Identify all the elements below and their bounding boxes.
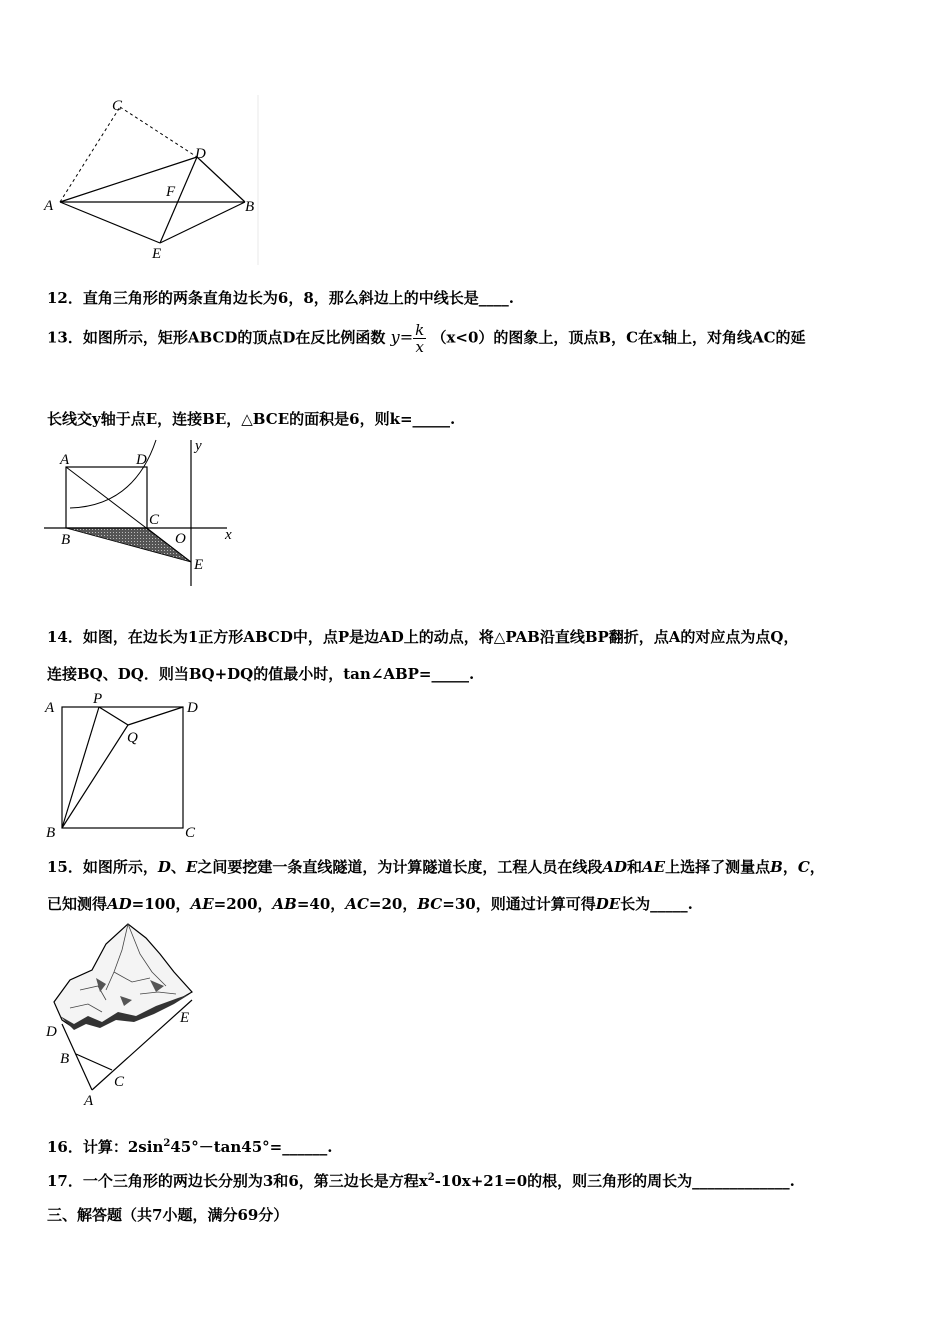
q15-l1i: 上选择了测量点 — [665, 858, 771, 876]
segment-qd — [128, 707, 183, 725]
q16-superscript: 2 — [163, 1138, 171, 1149]
q17-superscript: 2 — [427, 1172, 435, 1183]
label-f: F — [166, 184, 176, 200]
label-d: D — [46, 1024, 57, 1040]
figure-q13-rectangle — [44, 436, 244, 596]
mountain-outline — [54, 924, 192, 1028]
q13-fraction-denominator: x — [415, 338, 424, 356]
q15-l1f: AD — [602, 858, 628, 876]
label-c: C — [185, 825, 196, 841]
label-d: D — [136, 452, 147, 468]
q15-l2g: =40， — [296, 895, 346, 913]
q13-fraction-numerator: k — [415, 321, 425, 339]
triangle-bce-shaded — [66, 528, 191, 562]
label-d: D — [195, 146, 206, 162]
label-e: E — [194, 557, 204, 573]
q15-l1h: AE — [642, 858, 666, 876]
label-a: A — [45, 700, 55, 716]
question-14-line2: 连接BQ、DQ．则当BQ+DQ的值最小时，tan∠ABP=_____. — [47, 665, 475, 683]
label-e: E — [180, 1010, 190, 1026]
q13-function-equals: = — [399, 327, 414, 347]
question-13-line2: 长线交y轴于点E，连接BE，△BCE的面积是6，则k=_____. — [47, 410, 456, 428]
label-c: C — [149, 512, 160, 528]
q15-l2j: BC — [417, 895, 443, 913]
question-16 — [47, 1136, 332, 1157]
q13-text-part2: （x<0）的图象上，顶点B，C在x轴上，对角线AC的延 — [431, 328, 806, 347]
question-14-line1: 14．如图，在边长为1正方形ABCD中，点P是边AD上的动点，将△PAB沿直线BP翻折，点A的对应点为点Q， — [47, 628, 799, 646]
q15-l1j: B — [770, 858, 783, 876]
segment-ad — [60, 157, 197, 202]
q15-l2e: =200， — [213, 895, 273, 913]
segment-cd-dashed — [120, 107, 197, 157]
label-d: D — [187, 700, 198, 716]
segment-ed — [160, 157, 197, 243]
q13-text-part1: 13．如图所示，矩形ABCD的顶点D在反比例函数 — [47, 328, 386, 347]
label-x: x — [225, 527, 232, 543]
question-15-line2 — [47, 893, 693, 914]
q15-l1a: 15．如图所示， — [47, 858, 158, 876]
hyperbola-curve — [70, 440, 156, 508]
figure-q11-quadrilateral — [40, 95, 270, 265]
q13-function-y: y — [390, 327, 400, 347]
question-12: 12．直角三角形的两条直角边长为6，8，那么斜边上的中线长是____. — [47, 289, 514, 307]
label-o: O — [175, 531, 186, 547]
q16-text-b: 45°－tan45°=______. — [170, 1138, 333, 1156]
q15-l2a: 已知测得 — [47, 895, 108, 913]
q15-l1m: ， — [809, 858, 825, 876]
q16-text-a: 16．计算：2sin — [47, 1138, 164, 1156]
label-b: B — [245, 199, 255, 215]
q15-l2c: =100， — [131, 895, 191, 913]
question-17 — [47, 1170, 795, 1191]
label-y: y — [195, 438, 202, 454]
q15-l1d: E — [185, 858, 198, 876]
q15-l2l: DE — [595, 895, 621, 913]
q15-l1k: ， — [782, 858, 798, 876]
q15-l2k: =30，则通过计算可得 — [442, 895, 596, 913]
segment-ac-dashed — [60, 107, 120, 202]
figure-q14-square — [42, 690, 212, 842]
section-3-heading: 三、解答题（共7小题，满分69分） — [47, 1206, 289, 1224]
question-15-line1 — [47, 856, 825, 877]
diagonal-ac-extended — [66, 467, 191, 562]
label-p: P — [93, 691, 103, 707]
label-q: Q — [127, 730, 138, 746]
q17-text-b: -10x+21=0的根，则三角形的周长为_____________. — [434, 1172, 795, 1190]
q13-fraction — [413, 322, 426, 355]
q15-l1c: 、 — [170, 858, 186, 876]
segment-ae — [60, 202, 160, 243]
figure-q15-mountain — [40, 920, 210, 1110]
q15-l2h: AC — [345, 895, 369, 913]
q15-l2m: 长为_____. — [620, 895, 693, 913]
q15-l1l: C — [797, 858, 810, 876]
label-c: C — [112, 98, 123, 114]
segment-eb — [160, 202, 245, 243]
segment-db — [197, 157, 245, 202]
label-c: C — [114, 1074, 125, 1090]
label-b: B — [60, 1051, 70, 1067]
q15-l2b: AD — [107, 895, 132, 913]
q15-l2d: AE — [190, 895, 214, 913]
label-e: E — [152, 246, 162, 262]
label-b: B — [61, 532, 71, 548]
segment-bp — [62, 707, 99, 828]
label-b: B — [46, 825, 56, 841]
q17-text-a: 17．一个三角形的两边长分别为3和6，第三边长是方程x — [47, 1172, 428, 1190]
label-a: A — [60, 452, 70, 468]
segment-bq — [62, 725, 128, 828]
question-13-line1 — [47, 322, 806, 355]
label-a: A — [84, 1093, 94, 1109]
segment-pq — [99, 707, 128, 725]
q15-l1e: 之间要挖建一条直线隧道，为计算隧道长度，工程人员在线段 — [197, 858, 603, 876]
q15-l1b: D — [157, 858, 171, 876]
q15-l2i: =20， — [368, 895, 418, 913]
label-a: A — [44, 198, 54, 214]
q15-l2f: AB — [272, 895, 297, 913]
q15-l1g: 和 — [627, 858, 643, 876]
